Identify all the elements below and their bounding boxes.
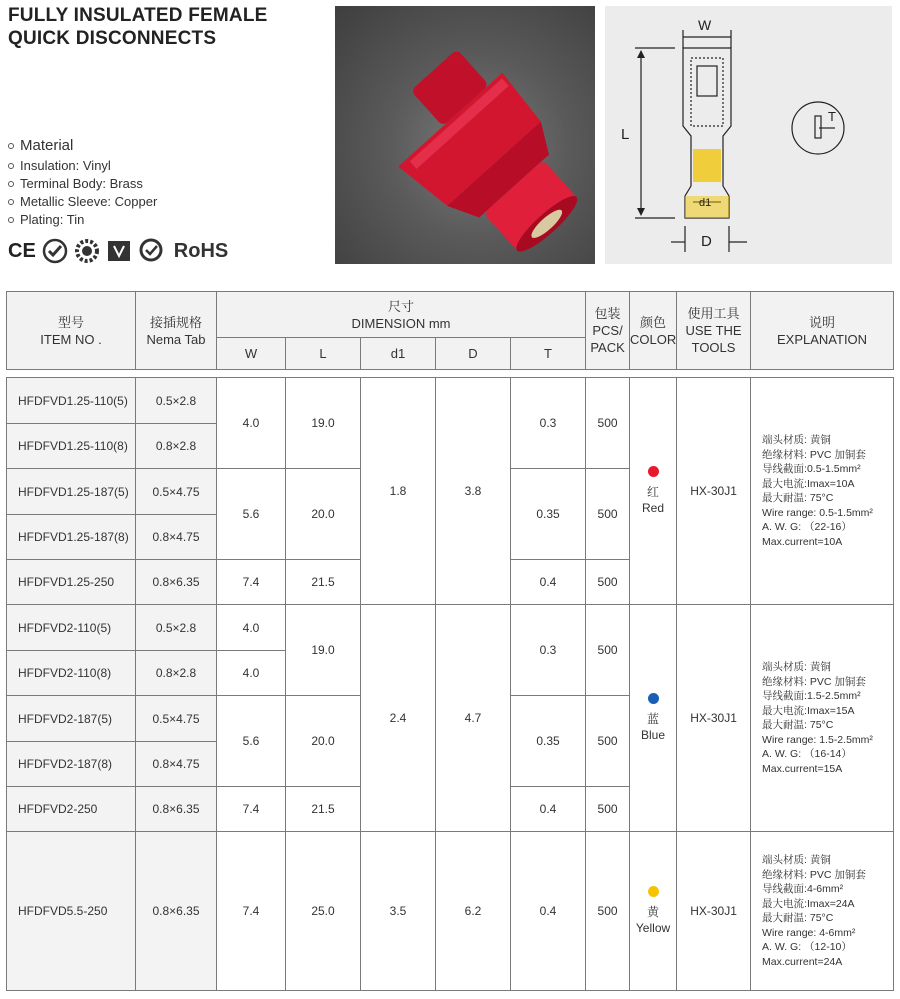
item-no: HFDFVD2-110(8) [7, 651, 136, 696]
w-value: 7.4 [217, 832, 286, 991]
t-value: 0.35 [511, 469, 586, 560]
col-expl-en: EXPLANATION [777, 331, 868, 347]
color-cn: 黄 [647, 905, 660, 919]
table-row [7, 378, 894, 424]
spec-table [6, 291, 894, 991]
pack-value: 500 [586, 787, 630, 832]
col-dimension [217, 292, 586, 338]
pack-value: 500 [586, 696, 630, 787]
color-cn: 蓝 [647, 712, 660, 726]
table-row [7, 605, 894, 651]
d1-value: 2.4 [361, 605, 436, 832]
expl-line: 最大耐温: 75°C [762, 912, 834, 924]
tool-value: HX-30J1 [677, 832, 751, 991]
d-label: D [701, 233, 712, 250]
col-pack [586, 292, 630, 370]
expl-line: A. W. G: （12-10） [762, 941, 852, 953]
tool-value: HX-30J1 [677, 378, 751, 605]
ukas-cert-icon [106, 238, 132, 264]
expl-line: Wire range: 0.5-1.5mm² [762, 506, 873, 519]
col-nema-cn: 接插规格 [149, 314, 202, 330]
material-item [6, 175, 157, 193]
t-value: 0.35 [511, 696, 586, 787]
col-d: D [436, 338, 511, 370]
col-item-cn: 型号 [57, 314, 84, 330]
expl-line: 最大耐温: 75°C [762, 719, 834, 731]
red-color-dot-icon [648, 466, 659, 477]
t-value: 0.4 [511, 787, 586, 832]
explanation-cell [751, 832, 894, 991]
nema-tab: 0.5×2.8 [136, 605, 217, 651]
ce-mark-icon: CE [8, 239, 36, 262]
col-t: T [511, 338, 586, 370]
col-color-cn: 颜色 [640, 314, 667, 330]
l-value: 25.0 [286, 832, 361, 991]
bullet-icon [8, 217, 14, 223]
item-no: HFDFVD1.25-110(8) [7, 424, 136, 469]
material-item [6, 157, 157, 175]
rohs-mark-icon: RoHS [173, 239, 229, 262]
table-spacer [7, 370, 894, 378]
nema-tab: 0.8×4.75 [136, 515, 217, 560]
nema-tab: 0.8×6.35 [136, 832, 217, 991]
expl-line: 绝缘材料: PVC 加铜套 [762, 448, 866, 461]
sgs-cert-icon [138, 238, 166, 264]
w-value: 7.4 [217, 787, 286, 832]
col-dim-cn: 尺寸 [388, 298, 415, 314]
material-list [6, 136, 157, 229]
pack-value: 500 [586, 560, 630, 605]
d1-label: d1 [699, 197, 712, 209]
material-item [6, 211, 157, 229]
expl-line: Max.current=10A [762, 535, 843, 548]
l-value: 21.5 [286, 560, 361, 605]
tool-value: HX-30J1 [677, 605, 751, 832]
color-en: Blue [641, 728, 666, 742]
item-no: HFDFVD1.25-250 [7, 560, 136, 605]
t-value: 0.4 [511, 832, 586, 991]
nema-tab: 0.8×2.8 [136, 651, 217, 696]
w-value: 5.6 [217, 696, 286, 787]
ccc-check-icon [42, 238, 68, 264]
col-item [7, 292, 136, 370]
expl-line: 绝缘材料: PVC 加铜套 [762, 675, 866, 688]
expl-line: 最大电流:Imax=24A [762, 897, 855, 910]
certification-logos [8, 238, 234, 264]
col-nema [136, 292, 217, 370]
d-value: 3.8 [436, 378, 511, 605]
page-title [8, 4, 268, 50]
col-w: W [217, 338, 286, 370]
l-value: 19.0 [286, 605, 361, 696]
col-tools [677, 292, 751, 370]
w-value: 7.4 [217, 560, 286, 605]
blue-color-dot-icon [648, 693, 659, 704]
yellow-color-dot-icon [648, 886, 659, 897]
col-nema-en: Nema Tab [146, 331, 206, 347]
expl-line: 端头材质: 黄铜 [762, 661, 831, 673]
spacer-cell [7, 370, 894, 378]
expl-line: 最大电流:Imax=10A [762, 477, 855, 490]
t-value: 0.3 [511, 605, 586, 696]
color-cell [630, 605, 677, 832]
l-value: 21.5 [286, 787, 361, 832]
t-value: 0.4 [511, 560, 586, 605]
d1-value: 3.5 [361, 832, 436, 991]
color-cell [630, 378, 677, 605]
gear-cert-icon [74, 238, 100, 264]
expl-line: 最大电流:Imax=15A [762, 704, 855, 717]
d-value: 6.2 [436, 832, 511, 991]
col-color-en: COLOR [630, 331, 677, 347]
item-no: HFDFVD2-187(8) [7, 742, 136, 787]
d-value: 4.7 [436, 605, 511, 832]
w-value: 5.6 [217, 469, 286, 560]
material-item-text: Insulation: Vinyl [20, 158, 111, 173]
expl-line: Wire range: 4-6mm² [762, 926, 856, 939]
nema-tab: 0.8×6.35 [136, 787, 217, 832]
bullet-icon [8, 143, 14, 149]
expl-line: A. W. G: （16-14） [762, 748, 852, 760]
pack-value: 500 [586, 469, 630, 560]
bullet-icon [8, 199, 14, 205]
item-no: HFDFVD2-110(5) [7, 605, 136, 651]
dimension-diagram [605, 6, 892, 264]
t-label: T [828, 109, 836, 124]
col-explanation [751, 292, 894, 370]
col-d1: d1 [361, 338, 436, 370]
w-value: 4.0 [217, 651, 286, 696]
col-tools-en2: TOOLS [691, 340, 736, 355]
item-no: HFDFVD2-187(5) [7, 696, 136, 742]
nema-tab: 0.5×4.75 [136, 469, 217, 515]
expl-line: 导线截面:1.5-2.5mm² [762, 690, 861, 702]
bullet-icon [8, 181, 14, 187]
expl-line: 导线截面:0.5-1.5mm² [762, 463, 861, 475]
expl-line: 端头材质: 黄铜 [762, 434, 831, 446]
nema-tab: 0.5×4.75 [136, 696, 217, 742]
color-cell [630, 832, 677, 991]
expl-line: 最大耐温: 75°C [762, 492, 834, 504]
material-item-text: Terminal Body: Brass [20, 176, 143, 191]
col-tools-cn: 使用工具 [687, 306, 740, 321]
table-row [7, 832, 894, 991]
l-value: 20.0 [286, 696, 361, 787]
d1-value: 1.8 [361, 378, 436, 605]
title-line-2: QUICK DISCONNECTS [8, 28, 217, 49]
material-heading: Material [20, 137, 74, 154]
material-heading-row [6, 136, 157, 156]
explanation-cell [751, 605, 894, 832]
pack-value: 500 [586, 378, 630, 469]
w-value: 4.0 [217, 605, 286, 651]
nema-tab: 0.8×6.35 [136, 560, 217, 605]
material-item-text: Plating: Tin [20, 212, 85, 227]
expl-line: 绝缘材料: PVC 加铜套 [762, 868, 866, 881]
expl-line: Max.current=15A [762, 762, 843, 775]
expl-line: 导线截面:4-6mm² [762, 883, 844, 895]
col-pack-en2: PACK [590, 340, 625, 355]
col-expl-cn: 说明 [809, 314, 836, 330]
explanation-cell [751, 378, 894, 605]
col-dim-en: DIMENSION mm [351, 315, 451, 331]
bullet-icon [8, 163, 14, 169]
col-item-en: ITEM NO . [40, 331, 102, 347]
l-label: L [621, 126, 630, 143]
col-pack-en1: PCS/ [592, 323, 623, 338]
red-connector-image [335, 6, 595, 264]
l-value: 20.0 [286, 469, 361, 560]
color-cn: 红 [647, 485, 660, 499]
connector-outline-drawing [605, 6, 892, 264]
nema-tab: 0.5×2.8 [136, 378, 217, 424]
expl-line: 端头材质: 黄铜 [762, 854, 831, 866]
color-en: Red [642, 501, 665, 515]
product-photo [335, 6, 595, 264]
col-pack-cn: 包装 [594, 306, 621, 321]
item-no: HFDFVD1.25-187(5) [7, 469, 136, 515]
item-no: HFDFVD1.25-110(5) [7, 378, 136, 424]
pack-value: 500 [586, 605, 630, 696]
item-no: HFDFVD2-250 [7, 787, 136, 832]
t-value: 0.3 [511, 378, 586, 469]
table-header-row [7, 292, 894, 338]
title-line-1: FULLY INSULATED FEMALE [8, 5, 268, 26]
color-en: Yellow [635, 921, 671, 935]
material-item [6, 193, 157, 211]
expl-line: Max.current=24A [762, 955, 843, 968]
w-value: 4.0 [217, 378, 286, 469]
item-no: HFDFVD1.25-187(8) [7, 515, 136, 560]
col-color [630, 292, 677, 370]
w-label: W [698, 17, 712, 33]
material-item-text: Metallic Sleeve: Copper [20, 194, 158, 209]
expl-line: Wire range: 1.5-2.5mm² [762, 733, 873, 746]
expl-line: A. W. G: （22-16） [762, 521, 852, 533]
pack-value: 500 [586, 832, 630, 991]
col-l: L [286, 338, 361, 370]
nema-tab: 0.8×4.75 [136, 742, 217, 787]
item-no: HFDFVD5.5-250 [7, 832, 136, 991]
nema-tab: 0.8×2.8 [136, 424, 217, 469]
l-value: 19.0 [286, 378, 361, 469]
col-tools-en1: USE THE [685, 323, 742, 338]
